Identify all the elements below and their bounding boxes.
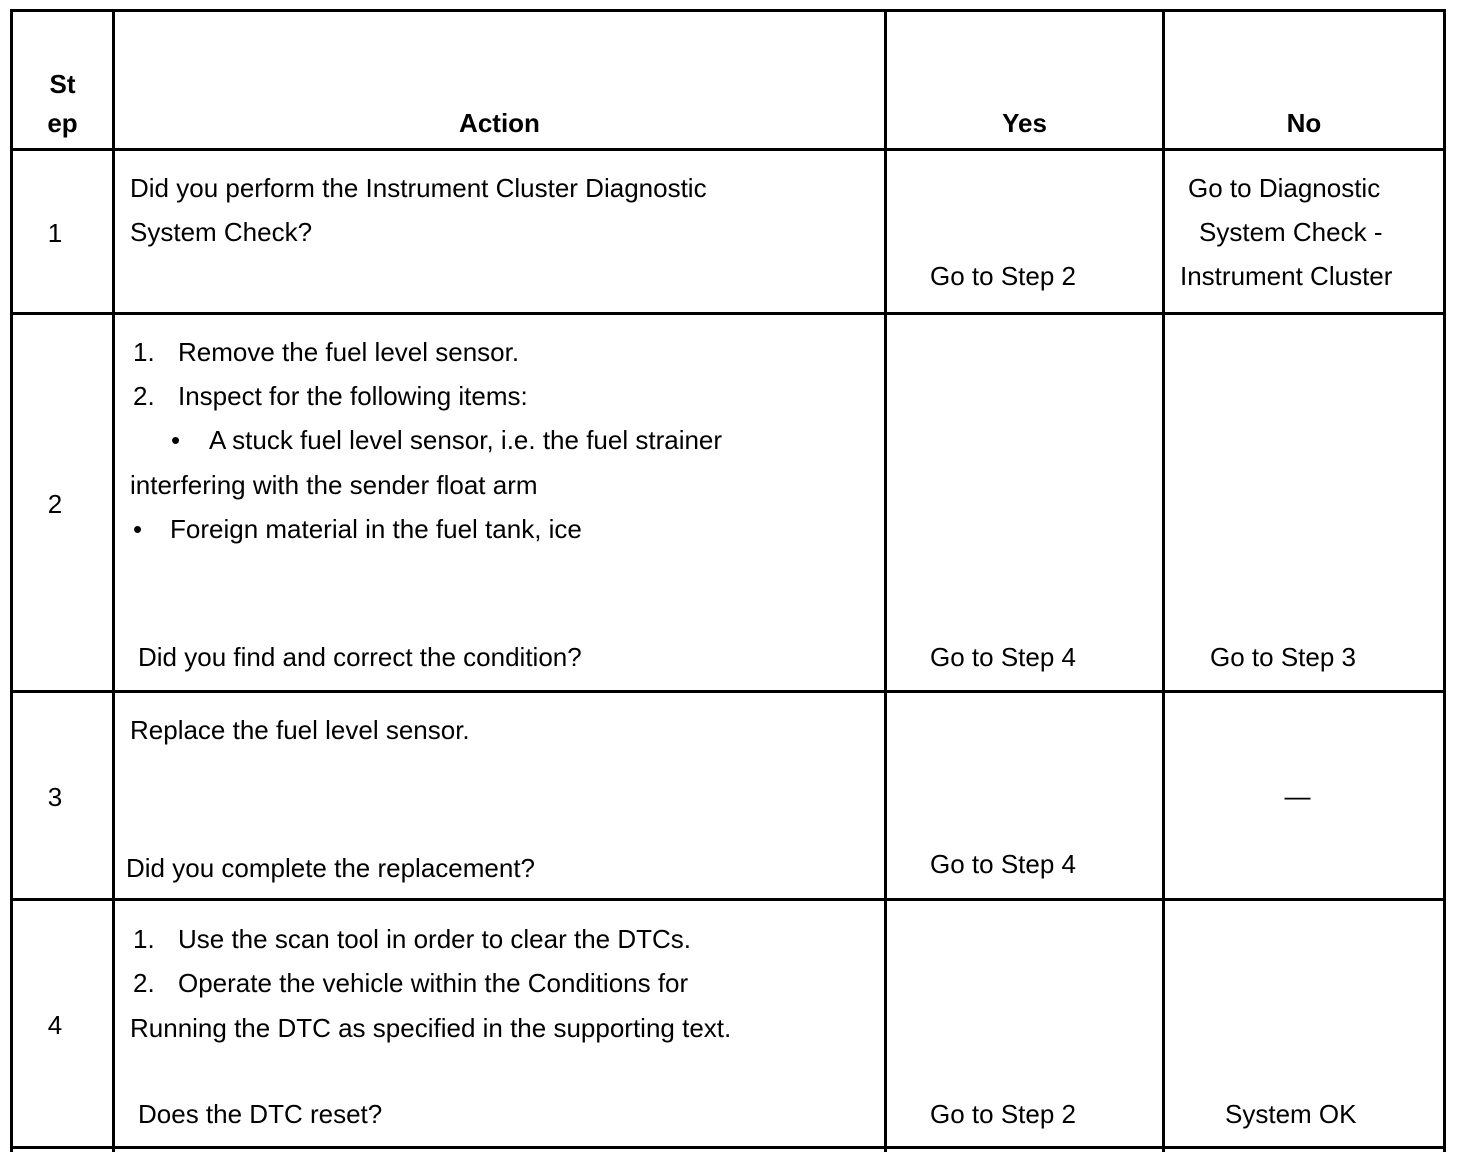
- row2-item2-marker: 2.: [133, 381, 155, 411]
- row-divider-2-3: [10, 690, 1446, 693]
- row2-bullet2-marker: •: [133, 514, 143, 544]
- row2-bullet1-cont: interfering with the sender float arm: [130, 470, 538, 500]
- row2-question: Did you find and correct the condition?: [138, 642, 582, 672]
- row2-item1-text: Remove the fuel level sensor.: [178, 337, 520, 367]
- header-yes: Yes: [1002, 108, 1047, 138]
- table-border-top: [10, 9, 1446, 12]
- header-action: Action: [459, 108, 540, 138]
- header-no: No: [1286, 108, 1322, 138]
- step-number-4: 4: [47, 1010, 63, 1040]
- row3-action: Replace the fuel level sensor.: [130, 715, 470, 745]
- row2-item2-text: Inspect for the following items:: [178, 381, 528, 411]
- row2-yes: Go to Step 4: [930, 642, 1076, 672]
- row4-cont: Running the DTC as specified in the supporting text.: [130, 1013, 732, 1043]
- table-border-right: [1443, 9, 1446, 1152]
- row2-item1-marker: 1.: [133, 337, 155, 367]
- step-number-2: 2: [47, 489, 63, 519]
- row1-action-line2: System Check?: [130, 217, 313, 247]
- row2-bullet2-text: Foreign material in the fuel tank, ice: [170, 514, 582, 544]
- row4-question: Does the DTC reset?: [138, 1099, 383, 1129]
- row4-item2-marker: 2.: [133, 968, 155, 998]
- header-step-line1: St: [49, 69, 76, 99]
- step-number-3: 3: [47, 782, 63, 812]
- table-border-left: [10, 9, 13, 1152]
- row1-no-line2: System Check -: [1199, 217, 1383, 247]
- row4-item1-text: Use the scan tool in order to clear the DTCs.: [178, 924, 692, 954]
- row3-yes: Go to Step 4: [930, 849, 1076, 879]
- row1-yes: Go to Step 2: [930, 261, 1076, 291]
- row4-yes: Go to Step 2: [930, 1099, 1076, 1129]
- row1-action-line1: Did you perform the Instrument Cluster Diagnostic: [130, 173, 707, 203]
- row2-bullet1-marker: •: [171, 425, 181, 455]
- row3-no-dash: —: [1284, 781, 1311, 811]
- step-number-1: 1: [47, 218, 63, 248]
- table-border-bottom: [10, 1146, 1446, 1149]
- row-divider-1-2: [10, 312, 1446, 315]
- row-divider-3-4: [10, 898, 1446, 901]
- column-divider-yes-no: [1162, 9, 1165, 1152]
- row1-no-line1: Go to Diagnostic: [1188, 173, 1381, 203]
- header-divider: [10, 148, 1446, 151]
- row3-question: Did you complete the replacement?: [126, 853, 536, 883]
- row4-item1-marker: 1.: [133, 924, 155, 954]
- row4-no: System OK: [1225, 1099, 1357, 1129]
- row2-bullet1-text: A stuck fuel level sensor, i.e. the fuel strainer: [209, 425, 723, 455]
- row2-no: Go to Step 3: [1210, 642, 1356, 672]
- row1-no-line3: Instrument Cluster: [1180, 261, 1393, 291]
- header-step-line2: ep: [47, 108, 78, 138]
- column-divider-action-yes: [884, 9, 887, 1152]
- row4-item2-text: Operate the vehicle within the Conditions for: [178, 968, 689, 998]
- column-divider-step-action: [112, 9, 115, 1152]
